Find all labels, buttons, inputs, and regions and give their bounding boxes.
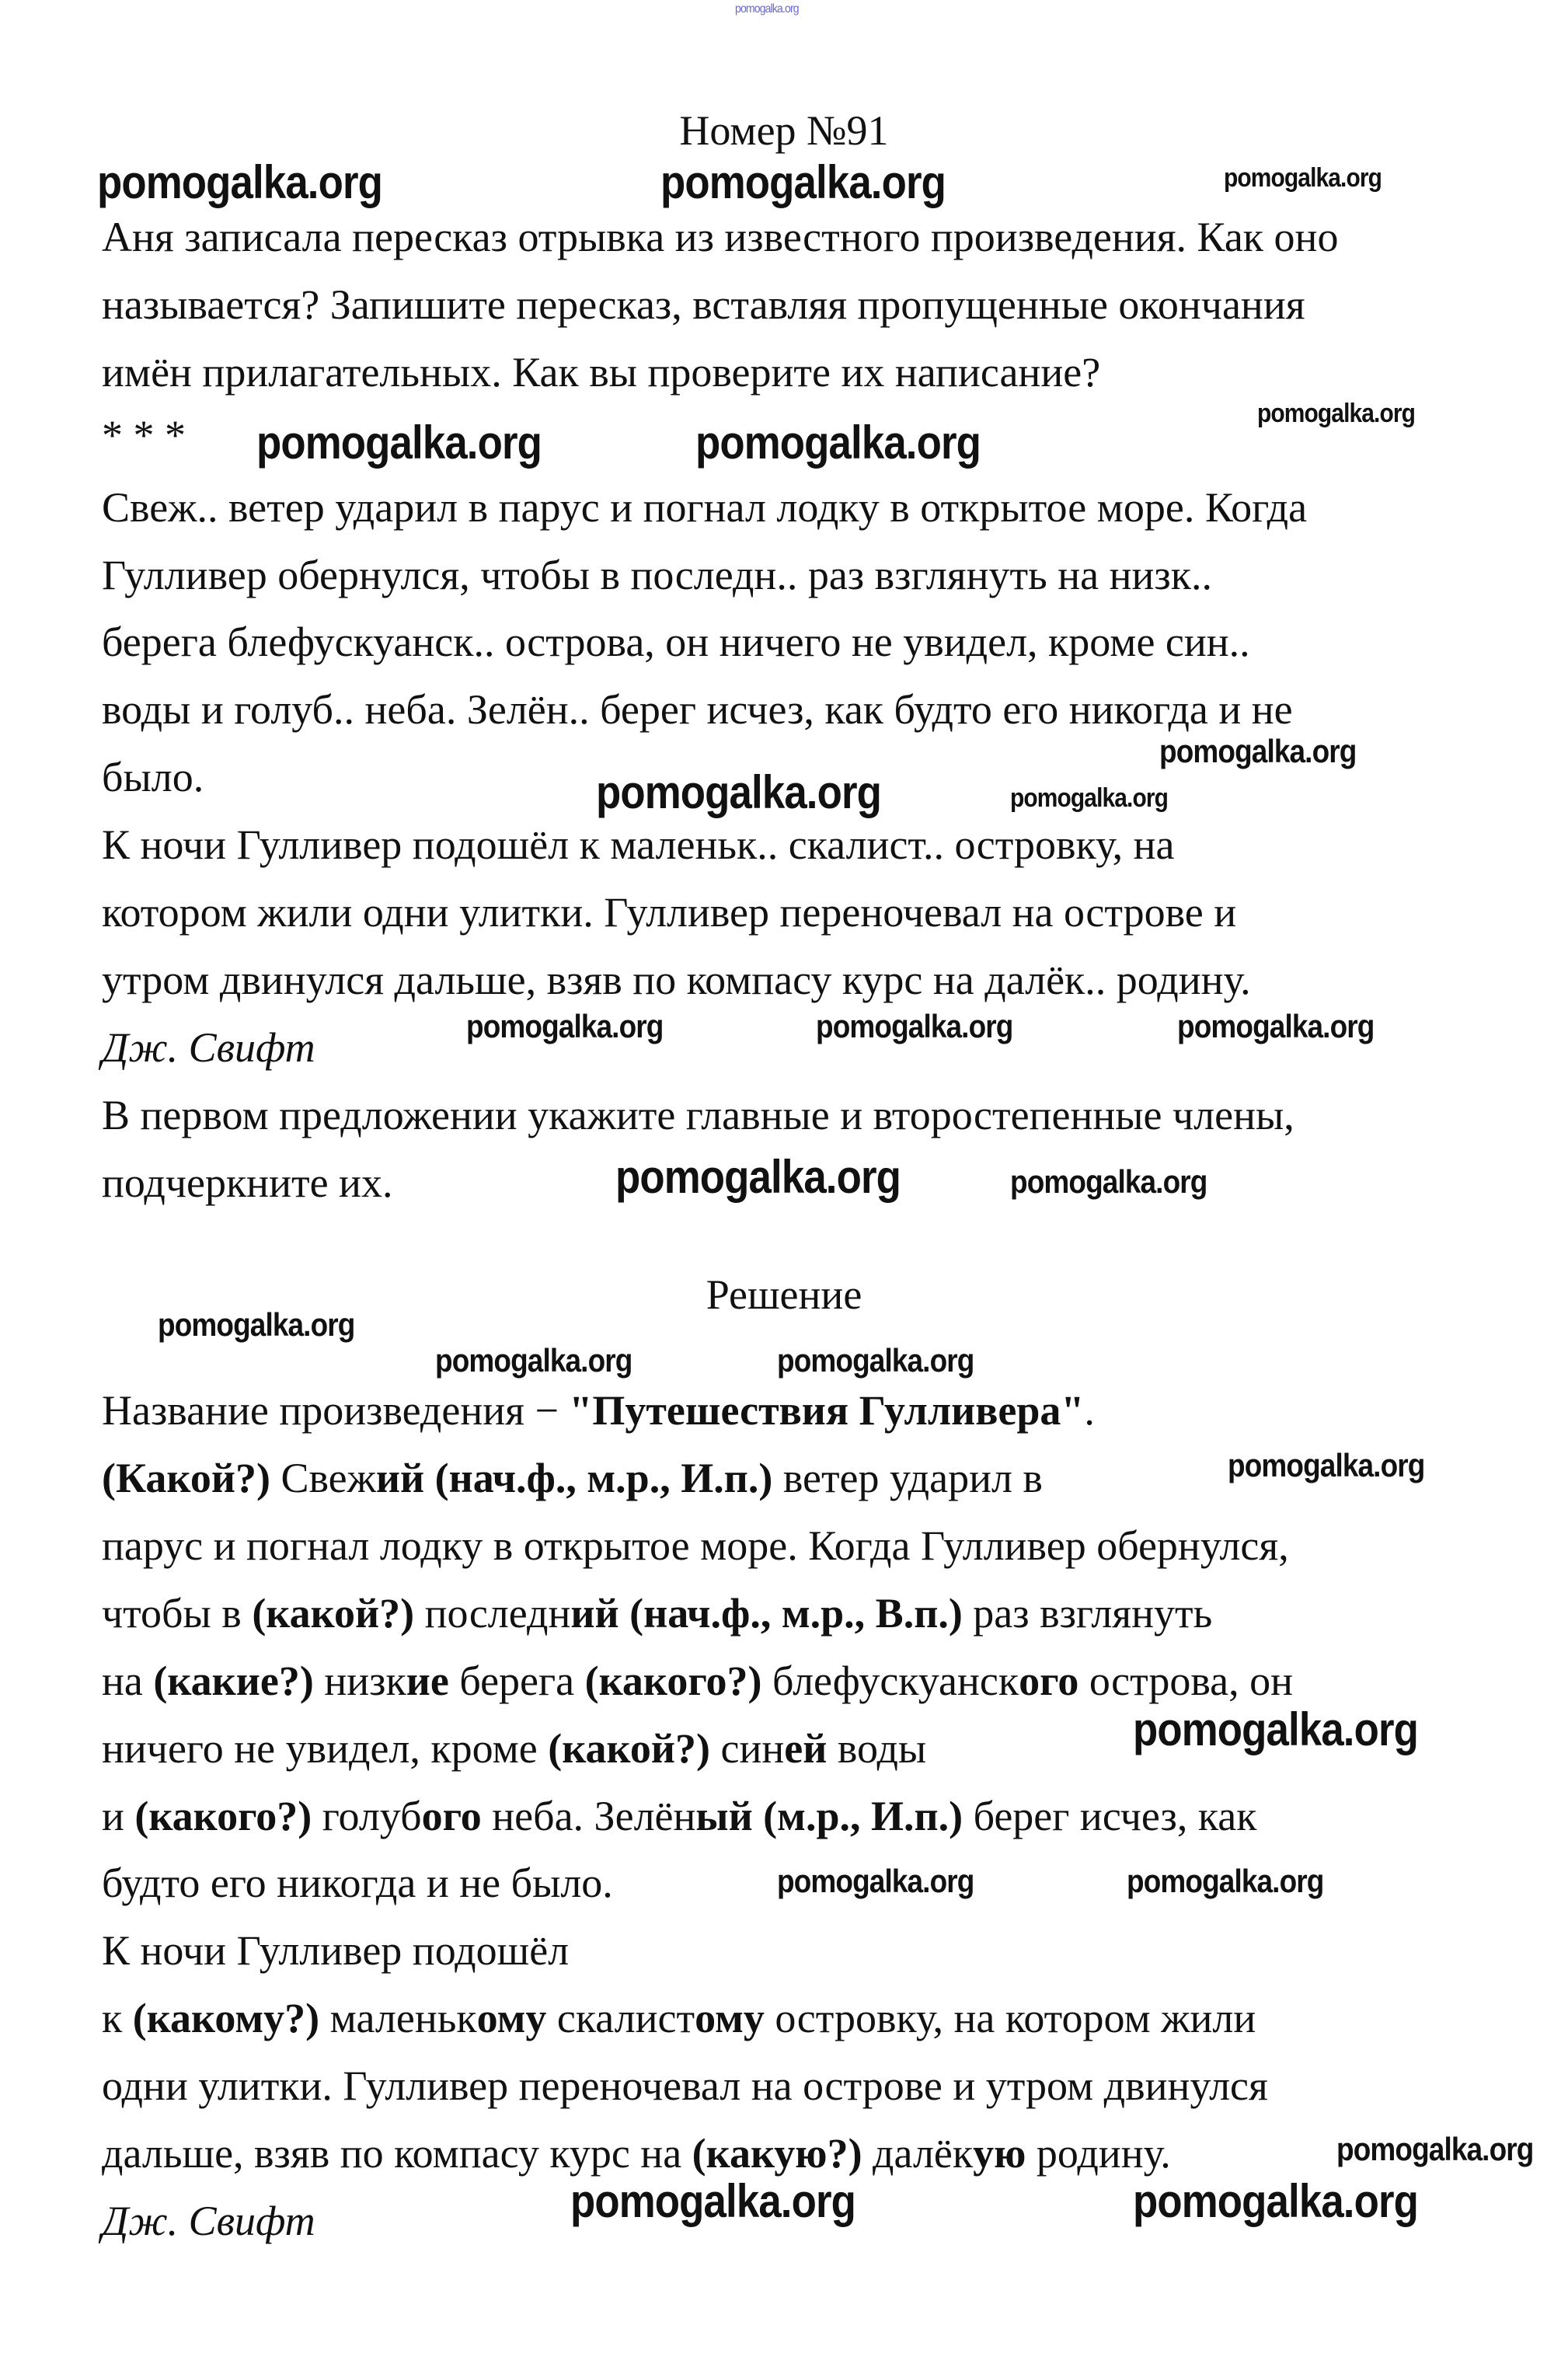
solution-line	[102, 1455, 1043, 1501]
bold-text: (какие?)	[153, 1658, 314, 1704]
solution-line	[102, 1725, 926, 1772]
text-segment: будто его никогда и не было.	[102, 1860, 613, 1906]
text-segment: В первом предложении укажите главные и второстепенные члены,	[102, 1092, 1294, 1138]
watermark: pomogalka.org	[1336, 2131, 1534, 2167]
text-segment: * * *	[102, 412, 186, 458]
bold-text: (какого?)	[584, 1658, 762, 1704]
watermark: pomogalka.org	[466, 1008, 664, 1044]
bold-text: ие	[406, 1658, 449, 1704]
watermark: pomogalka.org	[1159, 733, 1357, 769]
text-segment: котором жили одни улитки. Гулливер переночевал на острове и	[102, 889, 1237, 936]
watermark: pomogalka.org	[256, 417, 542, 469]
watermark: pomogalka.org	[695, 417, 981, 469]
watermark: pomogalka.org	[1257, 399, 1416, 428]
watermark: pomogalka.org	[1177, 1008, 1375, 1044]
text-segment: К ночи Гулливер подошёл	[102, 1927, 570, 1974]
bold-text: ого	[421, 1793, 482, 1839]
watermark: pomogalka.org	[158, 1306, 355, 1343]
watermark: pomogalka.org	[660, 156, 946, 208]
task-line	[102, 552, 1212, 598]
watermark: pomogalka.org	[570, 2175, 856, 2227]
text-segment: син	[710, 1725, 785, 1772]
watermark: pomogalka.org	[1224, 163, 1382, 193]
bold-text: (какой?)	[252, 1590, 415, 1637]
bold-text: ому	[476, 1995, 547, 2041]
watermark: pomogalka.org	[777, 1863, 974, 1899]
solution-line	[102, 1927, 569, 1974]
watermark: pomogalka.org	[1010, 1163, 1207, 1200]
solution-line	[102, 2062, 1268, 2109]
task-line	[102, 412, 186, 458]
task-line	[102, 484, 1307, 531]
text-segment: низк	[313, 1658, 406, 1704]
text-segment: голуб	[312, 1793, 422, 1839]
bold-text: (какую?)	[692, 2130, 862, 2177]
bold-text: (какого?)	[134, 1793, 312, 1839]
text-segment: Название произведения −	[102, 1387, 570, 1434]
text-segment: ветер ударил в	[772, 1455, 1043, 1501]
solution-line	[102, 1995, 1256, 2041]
text-segment: Аня записала пересказ отрывка из известного произведения. Как оно	[102, 214, 1339, 260]
watermark: pomogalka.org	[1133, 1703, 1419, 1755]
text-segment: подчеркните их.	[102, 1159, 393, 1206]
bold-text: ий (нач.ф., м.р., В.п.)	[570, 1590, 963, 1637]
solution-line	[102, 1522, 1289, 1569]
text-segment: имён прилагательных. Как вы проверите их написание?	[102, 349, 1101, 396]
task-line	[102, 349, 1100, 396]
text-segment: Гулливер обернулся, чтобы в последн.. раз взглянуть на низк..	[102, 552, 1212, 598]
text-segment: Свеж.. ветер ударил в парус и погнал лодку в открытое море. Когда	[102, 484, 1308, 531]
watermark: pomogalka.org	[435, 1342, 632, 1379]
solution-line	[102, 1387, 1095, 1434]
watermark: pomogalka.org	[1133, 2175, 1419, 2227]
bold-text: ий (нач.ф., м.р., И.п.)	[375, 1455, 773, 1501]
bold-text: "Путешествия Гулливера"	[569, 1387, 1085, 1434]
text-segment: Свеж	[270, 1455, 376, 1501]
text-segment: было.	[102, 754, 204, 800]
watermark: pomogalka.org	[615, 1151, 901, 1203]
text-segment: к	[102, 1995, 133, 2041]
text-segment: воды и голуб.. неба. Зелён.. берег исчез, как будто его никогда и не	[102, 686, 1293, 733]
author: Дж. Свифт	[102, 1024, 315, 1071]
bold-text: (какому?)	[132, 1995, 320, 2041]
watermark: pomogalka.org	[1127, 1863, 1324, 1899]
task-line	[102, 281, 1305, 328]
text-segment: берег исчез, как	[963, 1793, 1257, 1839]
text-segment: одни улитки. Гулливер переночевал на острове и утром двинулся	[102, 2062, 1268, 2109]
watermark: pomogalka.org	[97, 156, 383, 208]
text-segment: К ночи Гулливер подошёл к маленьк.. скалист.. островку, на	[102, 821, 1175, 868]
watermark: pomogalka.org	[735, 2, 799, 16]
text-segment: родину.	[1026, 2130, 1171, 2177]
text-segment: чтобы в	[102, 1590, 253, 1637]
text-segment: островку, на котором жили	[764, 1995, 1256, 2041]
text-segment: .	[1084, 1387, 1095, 1434]
text-segment: на	[102, 1658, 154, 1704]
text-segment: и	[102, 1793, 135, 1839]
text-segment: блефускуанск	[761, 1658, 1019, 1704]
text-segment: раз взглянуть	[962, 1590, 1213, 1637]
task-line	[102, 1092, 1294, 1138]
task-line	[102, 1159, 392, 1206]
text-segment: скалист	[546, 1995, 695, 2041]
text-segment: маленьк	[319, 1995, 477, 2041]
bold-text: ого	[1019, 1658, 1079, 1704]
watermark: pomogalka.org	[1010, 783, 1169, 813]
solution-line	[102, 1590, 1212, 1637]
task-line	[102, 686, 1293, 733]
text-segment: берега	[448, 1658, 585, 1704]
bold-text: ей	[784, 1725, 828, 1772]
watermark: pomogalka.org	[777, 1342, 974, 1379]
watermark: pomogalka.org	[1228, 1447, 1425, 1483]
bold-text: ый (м.р., И.п.)	[695, 1793, 963, 1839]
solution-line	[102, 1793, 1256, 1839]
text-segment: неба. Зелён	[481, 1793, 696, 1839]
text-segment: последн	[414, 1590, 571, 1637]
bold-text: (какой?)	[548, 1725, 711, 1772]
text-segment: берега блефускуанск.. острова, он ничего не увидел, кроме син..	[102, 619, 1250, 665]
task-line	[102, 821, 1174, 868]
bold-text: (Какой?)	[102, 1455, 270, 1501]
text-segment: парус и погнал лодку в открытое море. Когда Гулливер обернулся,	[102, 1522, 1289, 1569]
text-segment: дальше, взяв по компасу курс на	[102, 2130, 692, 2177]
solution-line	[102, 1860, 613, 1906]
text-segment: острова, он	[1078, 1658, 1294, 1704]
watermark: pomogalka.org	[816, 1008, 1013, 1044]
task-number-title: Номер №91	[679, 107, 889, 154]
text-segment: далёк	[862, 2130, 974, 2177]
watermark: pomogalka.org	[596, 766, 882, 818]
text-segment: утром двинулся дальше, взяв по компасу курс на далёк.. родину.	[102, 957, 1251, 1003]
text-segment: ничего не увидел, кроме	[102, 1725, 549, 1772]
bold-text: ую	[973, 2130, 1026, 2177]
solution-author: Дж. Свифт	[102, 2198, 315, 2244]
task-line	[102, 214, 1338, 260]
task-line	[102, 754, 204, 800]
solution-line	[102, 2130, 1171, 2177]
bold-text: ому	[695, 1995, 765, 2041]
text-segment: воды	[827, 1725, 927, 1772]
task-line	[102, 889, 1236, 936]
task-line	[102, 957, 1251, 1003]
solution-line	[102, 1658, 1293, 1704]
task-line	[102, 619, 1250, 665]
solution-title: Решение	[706, 1271, 862, 1318]
text-segment: называется? Запишите пересказ, вставляя пропущенные окончания	[102, 281, 1305, 328]
